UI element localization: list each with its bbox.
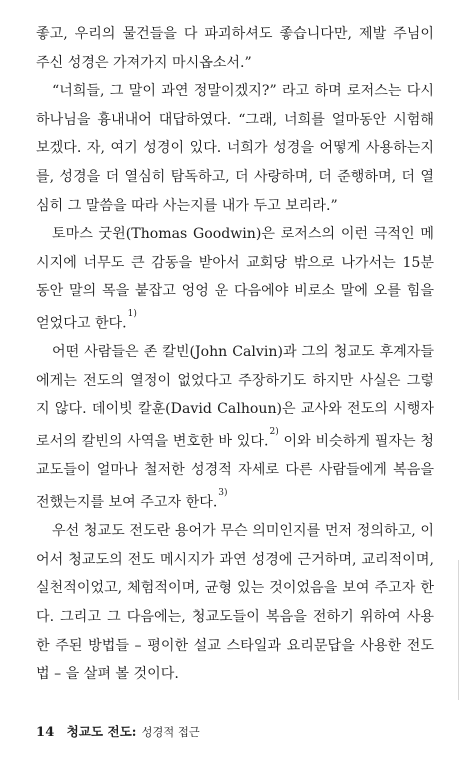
footnote-reference: 3) xyxy=(218,487,228,498)
paragraph-text: 어떤 사람들은 존 칼빈(John Calvin)과 그의 청교도 후계자들에게는 전도의 열정이 없었다고 주장하기도 하지만 사실은 그렇지 않다. 데이빗 칼훈(David Calhoun)은 교사와 전도의 시행자로서의 칼빈의 사역을 변호한 바 있다. xyxy=(36,344,434,450)
footnote-reference: 1) xyxy=(127,308,137,319)
paragraph-text: 좋고, 우리의 물건들을 다 파괴하셔도 좋습니다만, 제발 주님이 주신 성경은 가져가지 마시옵소서.” xyxy=(36,26,434,71)
paragraph-goodwin xyxy=(36,220,434,338)
book-subtitle: 성경적 접근 xyxy=(141,726,200,739)
paragraph-text: “너희들, 그 말이 과연 정말이겠지?” 라고 하며 로저스는 다시 하나님을 흉내내어 대답하였다. “그래, 너희를 얼마동안 시험해 보겠다. 자, 여기 성경이 있다. 너희가 성경을 어떻게 사용하는지를, 성경을 더 열심히 탐독하고, 더 사랑하며, 더 준행하며, 더 열심히 그 말씀을 따라 사는지를 내가 두고 보리라.” xyxy=(36,83,434,214)
paragraph-text-continuation: 이와 비슷하게 필자는 청교도들이 얼마나 철저한 성경적 자세로 다른 사람들에게 복음을 전했는지를 보여 주고자 한다. xyxy=(36,433,434,511)
footnote-reference: 2) xyxy=(269,427,279,437)
paragraph-calvin xyxy=(36,338,434,517)
paragraph-text: 우선 청교도 전도란 용어가 무슨 의미인지를 먼저 정의하고, 이어서 청교도의 전도 메시지가 과연 성경에 근거하며, 교리적이며, 실천적이었고, 체험적이며, 균형 있는 것이었음을 보여 주고자 한다. 그리고 그 다음에는, 청교도들이 복음을 전하기 위하여 사용한 주된 방법들 – 평이한 설교 스타일과 요리문답을 사용한 전도법 – 을 살펴 볼 것이다. xyxy=(36,523,434,683)
page-edge-shadow-line xyxy=(458,560,459,700)
page-number: 14 xyxy=(36,725,55,740)
paragraph-text: 토마스 굿윈(Thomas Goodwin)은 로저스의 이런 극적인 메시지에 너무도 큰 감동을 받아서 교회당 밖으로 나가서는 15분 동안 말의 목을 붙잡고 엉엉 운 다음에야 비로소 말에 오를 힘을 얻었다고 한다. xyxy=(36,226,434,332)
page-footer xyxy=(36,721,200,741)
body-text xyxy=(36,20,434,689)
paragraph-continuation xyxy=(36,20,434,77)
paragraph-dialogue xyxy=(36,77,434,220)
paragraph-definition xyxy=(36,517,434,689)
book-title: 청교도 전도: xyxy=(66,724,137,739)
